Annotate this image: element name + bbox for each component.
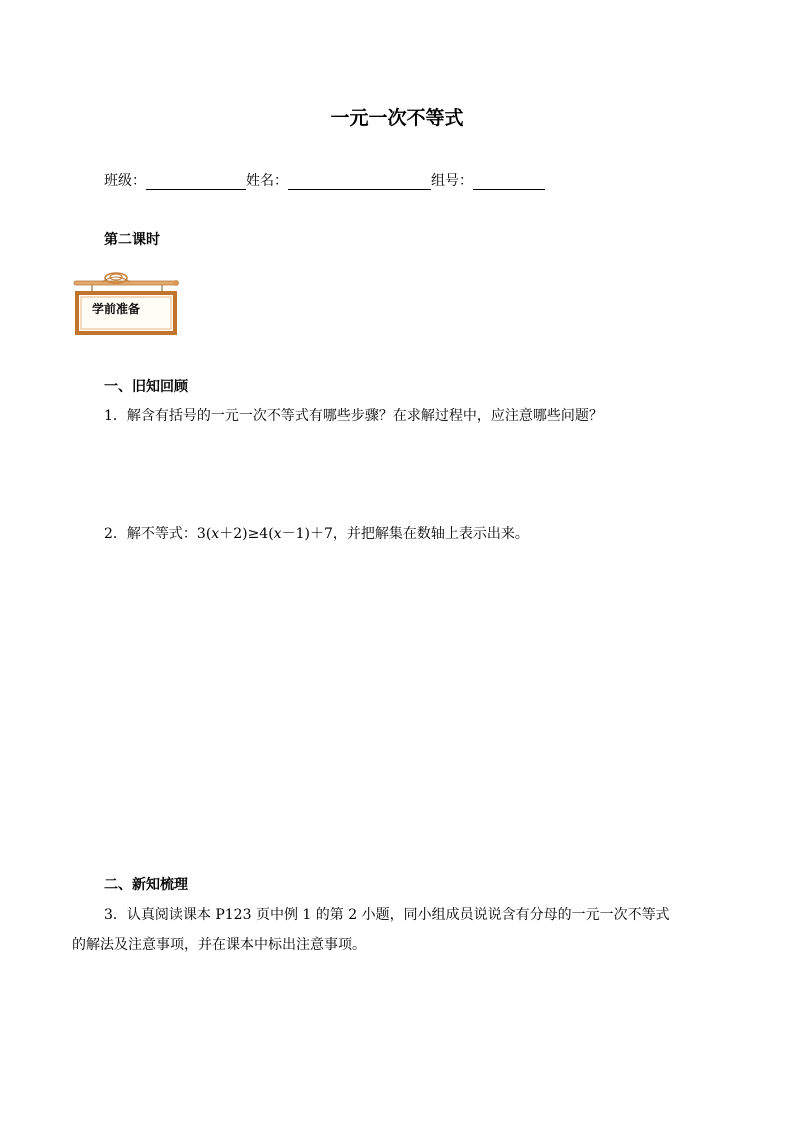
group-label: 组号： — [431, 173, 473, 189]
q2-prefix: 2．解不等式： — [104, 526, 197, 542]
lesson-label: 第二课时 — [104, 232, 160, 248]
q2-var-1: x — [211, 526, 220, 542]
question-3-line-2: 的解法及注意事项，并在课本中标出注意事项。 — [72, 937, 366, 953]
group-blank[interactable] — [473, 173, 545, 190]
question-3-line-1: 3．认真阅读课本 P123 页中例 1 的第 2 小题，同小组成员说说含有分母的一元一次不等式 — [104, 907, 670, 923]
section1-heading: 一、旧知回顾 — [104, 379, 188, 395]
name-label: 姓名： — [246, 173, 288, 189]
name-blank[interactable] — [288, 173, 431, 190]
class-label: 班级： — [104, 173, 146, 189]
q2-suffix: ，并把解集在数轴上表示出来。 — [332, 526, 529, 542]
q2-var-2: x — [273, 526, 282, 542]
q2-expr-a: 3( — [196, 526, 212, 542]
student-info-row — [104, 170, 545, 190]
page-title: 一元一次不等式 — [330, 107, 464, 129]
badge-label: 学前准备 — [92, 302, 141, 316]
question-1: 1．解含有括号的一元一次不等式有哪些步骤？在求解过程中，应注意哪些问题？ — [104, 408, 603, 424]
q2-expr-b: ＋2)≥4( — [219, 526, 274, 542]
question-2 — [104, 523, 529, 543]
q2-expr-c: －1)＋7 — [281, 526, 333, 542]
class-blank[interactable] — [146, 173, 246, 190]
section2-heading: 二、新知梳理 — [104, 877, 188, 893]
